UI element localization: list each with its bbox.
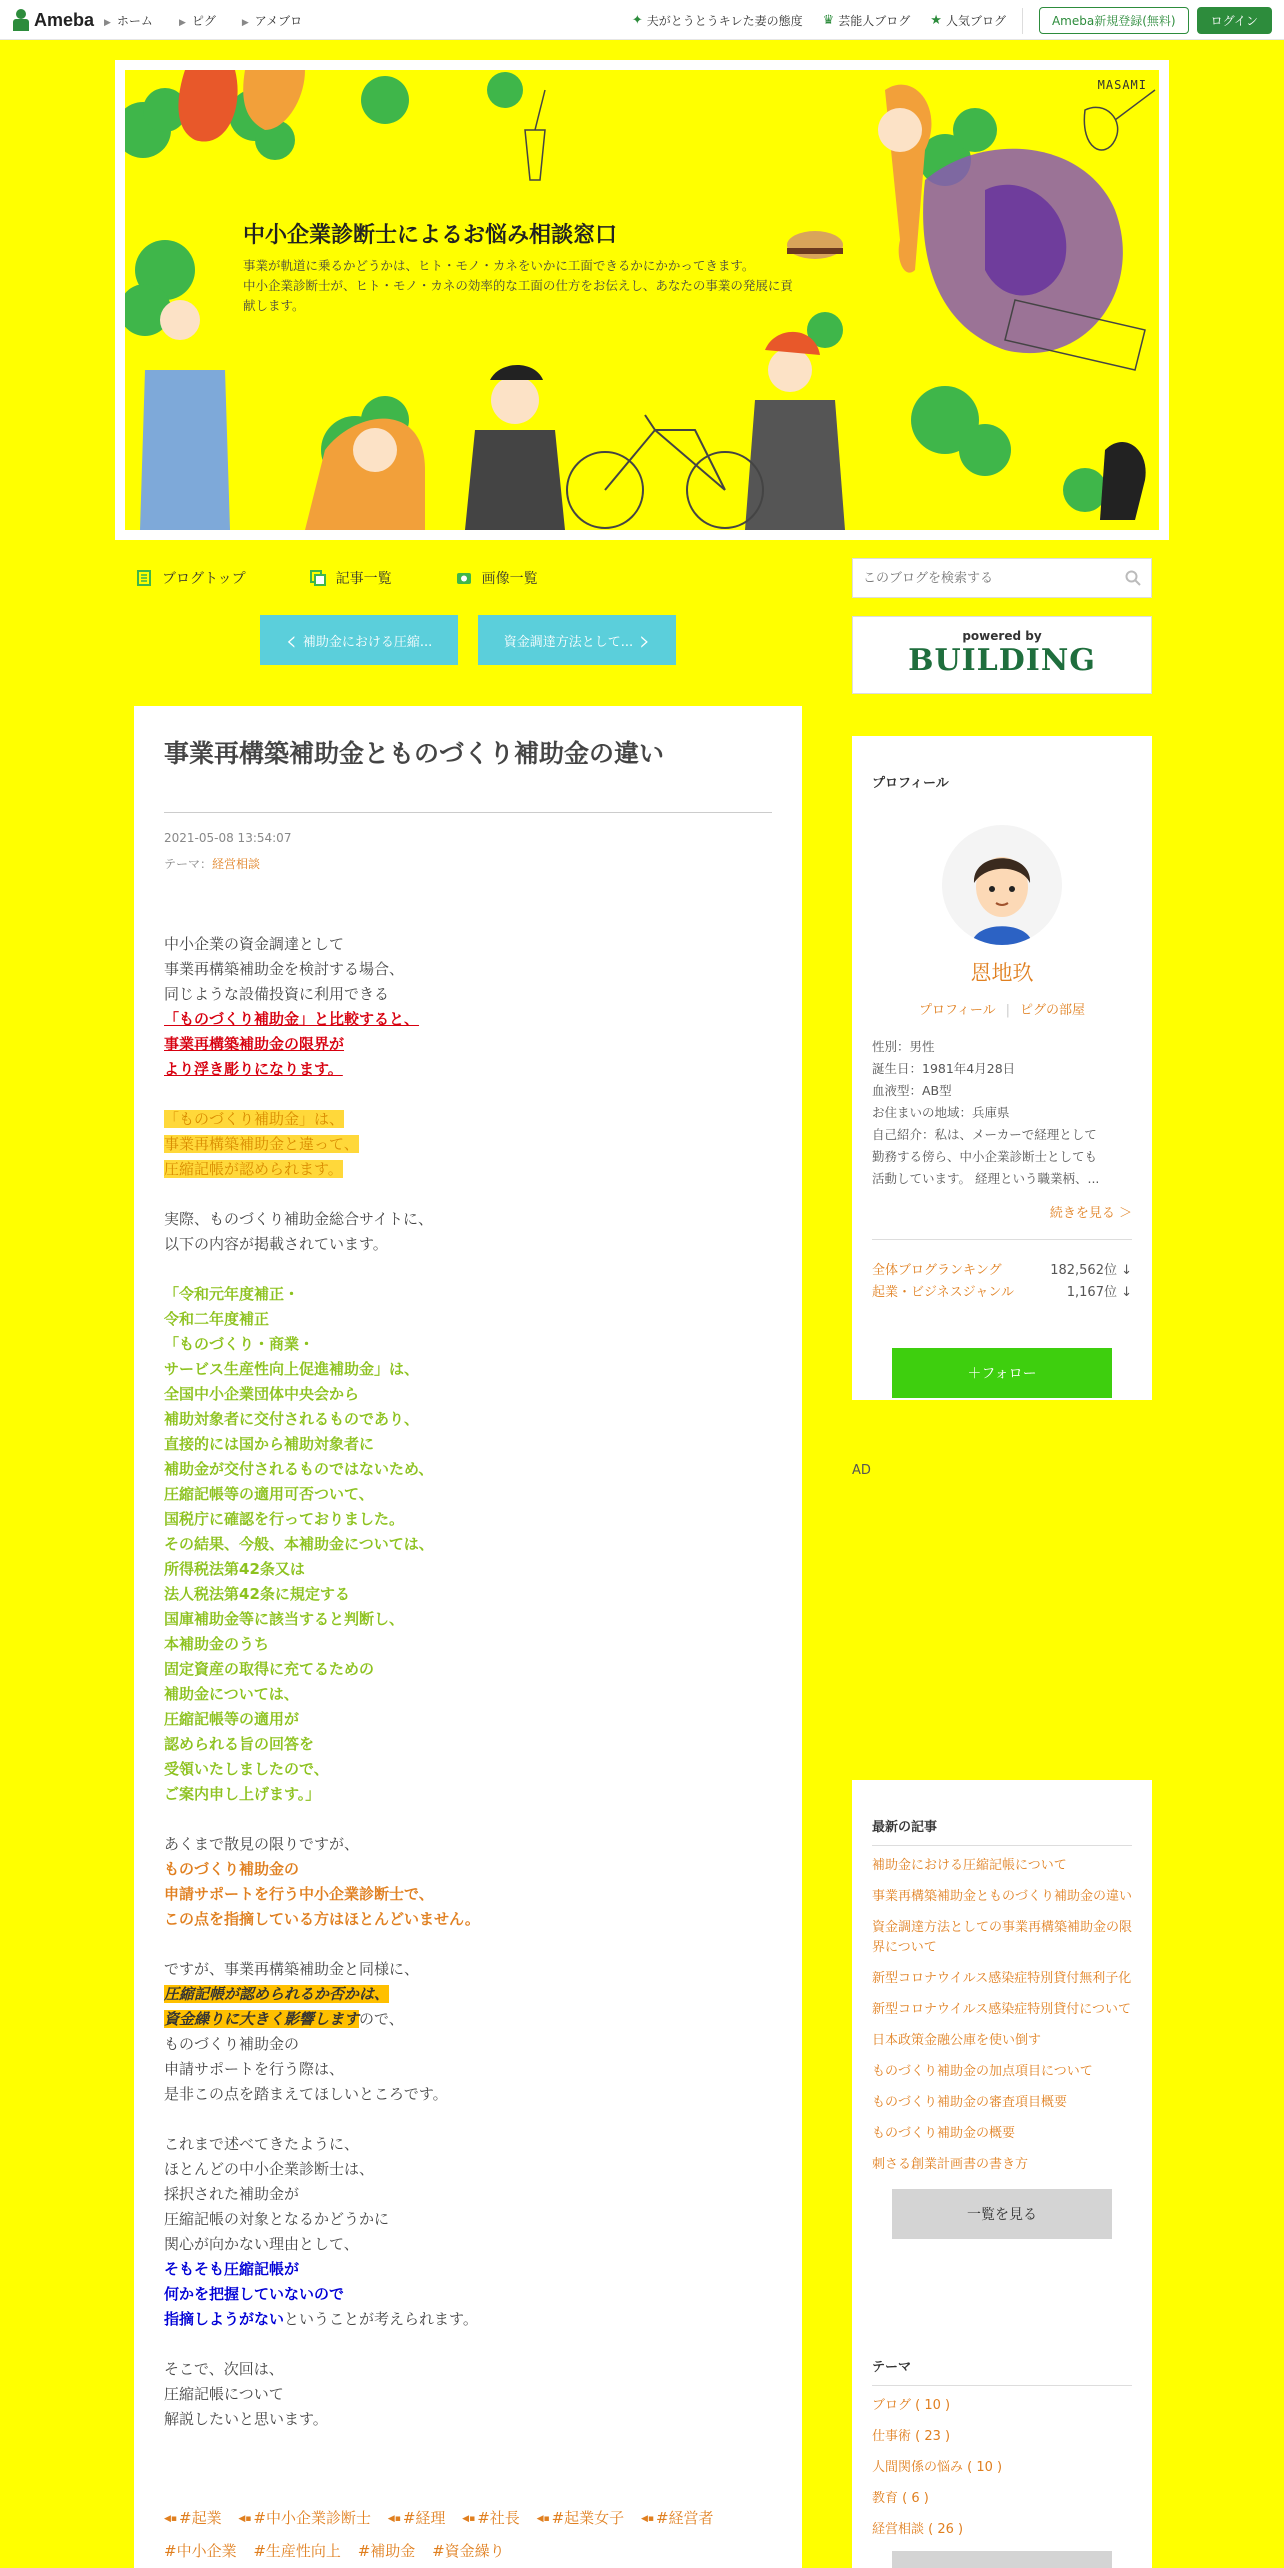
divider (872, 1239, 1132, 1240)
hashtag[interactable]: ◀▪ #中小企業診断士 (238, 2509, 371, 2527)
blog-description-line: 中小企業診断士が、ヒト・モノ・カネの効率的な工面の仕方をお伝えし、あなたの事業の発展に貢献します。 (243, 278, 793, 313)
article-theme (164, 855, 772, 872)
theme-list (872, 2396, 1132, 2540)
genre-ranking-link[interactable]: 起業・ビジネスジャンル (872, 1285, 1015, 1300)
crown-icon: ♛ (822, 13, 835, 28)
body-line-quote: 認められる旨の回答を (164, 1735, 315, 1753)
ameba-logo-text: Ameba (34, 9, 95, 30)
profile-info-line: 自己紹介：私は、メーカーで経理として (872, 1127, 1097, 1142)
body-line-quote: 補助金が交付されるものではないため、 (164, 1460, 434, 1478)
theme-heading: テーマ (872, 2356, 1132, 2386)
divider (1022, 8, 1023, 34)
blog-top-label: ブログトップ (162, 571, 246, 587)
avatar[interactable] (942, 825, 1062, 945)
recent-articles-widget (852, 1780, 1152, 2320)
profile-info-line: お住まいの地域：兵庫県 (872, 1105, 1010, 1120)
pigg-room-link[interactable]: ピグの部屋 (1020, 1003, 1086, 1018)
celebrity-blog-label: 芸能人ブログ (838, 14, 911, 28)
theme-widget (852, 2320, 1152, 2568)
hashtag[interactable]: ◀▪ #経営者 (641, 2509, 714, 2527)
body-line-quote: 法人税法第42条に規定する (164, 1585, 350, 1603)
body-line: ですが、事業再構築補助金と同様に、 (164, 1960, 420, 1978)
body-line: あくまで散見の限りですが、 (164, 1835, 360, 1853)
body-line-quote: 本補助金のうち (164, 1635, 270, 1653)
body-line-orange: この点を指摘している方はほとんどいません。 (164, 1910, 480, 1928)
blog-header (115, 60, 1169, 540)
body-line: 事業再構築補助金を検討する場合、 (164, 960, 405, 978)
login-button[interactable]: ログイン (1197, 7, 1272, 34)
copy-icon (310, 570, 326, 586)
body-line-quote: 「ものづくり・商業・ (164, 1335, 315, 1353)
body-line-highlight-bold: 圧縮記帳が認められるか否かは、 (164, 1985, 390, 2003)
profile-info-line: 勤務する傍ら、中小企業診断士としても (872, 1149, 1098, 1164)
body-line-quote: ご案内申し上げます。」 (164, 1785, 321, 1803)
hashtag[interactable]: #資金繰り (432, 2542, 505, 2560)
sparkle-icon: ✦ (631, 13, 643, 28)
recent-article-link[interactable]: 新型コロナウイルス感染症特別貸付無利子化 (872, 1971, 1132, 1986)
body-line-quote: その結果、今般、本補助金については、 (164, 1535, 434, 1553)
body-line-emphasis: より浮き彫りになります。 (164, 1060, 343, 1078)
ameba-logo[interactable] (12, 8, 94, 32)
profile-info-line: 活動しています。 経理という職業柄、... (872, 1171, 1100, 1186)
arrow-right-icon: ▶ (241, 18, 249, 28)
theme-link[interactable]: 経営相談 ( 26 ) (872, 2522, 964, 2537)
profile-info-line: 性別：男性 (872, 1039, 935, 1054)
body-line: 申請サポートを行う際は、 (164, 2060, 345, 2078)
theme-link[interactable]: 教育 ( 6 ) (872, 2491, 929, 2506)
body-line: 解説したいと思います。 (164, 2410, 328, 2428)
hashtag[interactable]: ◀▪ #起業 (164, 2509, 222, 2527)
body-line-quote: 補助金については、 (164, 1685, 299, 1703)
signup-button[interactable]: Ameba新規登録(無料) (1039, 7, 1189, 34)
ranking (872, 1260, 1132, 1304)
body-line-tail: ということが考えられます。 (284, 2310, 478, 2328)
recent-article-link[interactable]: 日本政策金融公庫を使い倒す (872, 2033, 1042, 2048)
recent-article-link[interactable]: 新型コロナウイルス感染症特別貸付について (872, 2002, 1131, 2017)
recent-article-link[interactable]: 刺さる創業計画書の書き方 (872, 2157, 1029, 2172)
body-line-blue: 何かを把握していないので (164, 2285, 345, 2303)
blog-search (852, 558, 1152, 598)
prev-article-label: 補助金における圧縮... (302, 634, 433, 650)
global-links (632, 7, 1272, 34)
blog-nav (136, 568, 538, 588)
body-line-quote: 固定資産の取得に充てるための (164, 1660, 375, 1678)
body-line-orange: 申請サポートを行う中小企業診断士で、 (164, 1885, 434, 1903)
arrow-right-icon: ▶ (178, 18, 186, 28)
body-line-highlight: 「ものづくり補助金」は、 (164, 1110, 345, 1128)
camera-icon (456, 570, 472, 586)
blog-description-line: 事業が軌道に乗るかどうかは、ヒト・モノ・カネをいかに工面できるかにかかってきます。 (243, 258, 755, 273)
recent-articles-heading: 最新の記事 (872, 1816, 1132, 1846)
body-line-quote: 補助対象者に交付されるものであり、 (164, 1410, 420, 1428)
genre-ranking-value: 1,167位 ↓ (1066, 1285, 1132, 1300)
body-line-quote: サービス生産性向上促進補助金」は、 (164, 1360, 420, 1378)
nav-ameblo[interactable] (242, 12, 302, 29)
avatar-illustration (942, 825, 1062, 945)
body-line-quote: 「令和元年度補正・ (164, 1285, 300, 1303)
hashtag[interactable]: #生産性向上 (253, 2542, 341, 2560)
body-line: 以下の内容が掲載されています。 (164, 1235, 388, 1253)
body-line-quote: 所得税法第42条又は (164, 1560, 305, 1578)
nav-home-label: ホーム (116, 14, 153, 28)
body-line-quote: 受領いたしましたので、 (164, 1760, 329, 1778)
hashtag[interactable]: ◀▪ #起業女子 (537, 2509, 625, 2527)
body-line-blue: 指摘しようがない (164, 2310, 285, 2328)
body-line-quote: 直接的には国から補助対象者に (164, 1435, 375, 1453)
body-line: 是非この点を踏まえてほしいところです。 (164, 2085, 448, 2103)
hashtag[interactable]: ◀▪ #社長 (462, 2509, 520, 2527)
view-all-themes-button[interactable] (892, 2551, 1112, 2568)
celebrity-blog-link[interactable] (823, 12, 911, 29)
profile-links (872, 999, 1132, 1018)
overall-ranking-link[interactable]: 全体ブログランキング (872, 1263, 1002, 1278)
popular-blog-link[interactable] (930, 12, 1006, 29)
body-line-quote: 圧縮記帳等の適用が (164, 1710, 300, 1728)
body-line-emphasis: 「ものづくり補助金」と比較すると、 (164, 1010, 420, 1028)
profile-link[interactable]: プロフィール (918, 1003, 996, 1018)
theme-link[interactable]: 人間関係の悩み ( 10 ) (872, 2460, 1003, 2475)
hashtag-list (164, 2502, 772, 2568)
chevron-left-icon: ‹ (285, 623, 297, 657)
body-line-highlight: 圧縮記帳が認められます。 (164, 1160, 343, 1178)
body-line-quote: 国税庁に確認を行っておりました。 (164, 1510, 405, 1528)
nav-home[interactable] (104, 12, 153, 29)
recent-articles-list (872, 1856, 1132, 2175)
recent-article-link[interactable]: ものづくり補助金の加点項目について (872, 2064, 1093, 2079)
body-line: ほとんどの中小企業診断士は、 (164, 2160, 375, 2178)
profile-heading: プロフィール (872, 776, 949, 791)
profile-info-line: 誕生日：1981年4月28日 (872, 1061, 1016, 1076)
body-line-quote: 全国中小企業団体中央会から (164, 1385, 360, 1403)
next-article-button[interactable] (478, 615, 676, 665)
read-more-link[interactable]: 続きを見る ＞ (1049, 1206, 1132, 1221)
theme-link[interactable]: 経営相談 (212, 857, 261, 871)
nav-ameblo-label: アメブロ (254, 14, 303, 28)
overall-ranking-value: 182,562位 ↓ (1050, 1263, 1132, 1278)
artist-signature: MASAMI (1097, 78, 1147, 92)
nav-pigg[interactable] (179, 12, 216, 29)
body-line: 中小企業の資金調達として (164, 935, 345, 953)
prev-article-button[interactable] (260, 615, 458, 665)
body-line-blue: そもそも圧縮記帳が (164, 2260, 300, 2278)
article-title[interactable]: 事業再構築補助金とものづくり補助金の違い (164, 739, 665, 768)
profile-info-line: 血液型：AB型 (872, 1083, 952, 1098)
image-list-label: 画像一覧 (481, 571, 538, 587)
body-line-highlight-bold: 資金繰りに大きく影響します (164, 2010, 360, 2028)
body-line: 関心が向かない理由として、 (164, 2235, 359, 2253)
trending-link[interactable] (632, 12, 803, 29)
body-line-tail: ので、 (359, 2010, 404, 2028)
body-line-highlight: 事業再構築補助金と違って、 (164, 1135, 359, 1153)
theme-link[interactable]: ブログ ( 10 ) (872, 2398, 951, 2413)
ameba-logo-icon (12, 9, 30, 31)
article-list-label: 記事一覧 (335, 571, 392, 587)
star-icon: ★ (930, 13, 942, 28)
recent-article-link[interactable]: 事業再構築補助金とものづくり補助金の違い (872, 1889, 1133, 1904)
global-nav (104, 12, 302, 29)
blog-title[interactable]: 中小企業診断士によるお悩み相談窓口 (243, 223, 618, 248)
article (134, 706, 802, 2568)
body-line-orange: ものづくり補助金の (164, 1860, 300, 1878)
building-logo-text: BUILDING (908, 643, 1096, 678)
body-line-emphasis: 事業再構築補助金の限界が (164, 1035, 345, 1053)
profile-name[interactable]: 恩地玖 (970, 961, 1034, 985)
blog-search-input[interactable] (863, 571, 1125, 586)
nav-pigg-label: ピグ (191, 14, 216, 28)
separator: | (1005, 1003, 1011, 1018)
ad-label: AD (852, 1463, 871, 1478)
body-line-quote: 国庫補助金等に該当すると判断し、 (164, 1610, 405, 1628)
powered-by-label: powered by (962, 629, 1042, 643)
global-header (0, 0, 1284, 40)
article-date: 2021-05-08 13:54:07 (164, 831, 292, 845)
body-line: そこで、次回は、 (164, 2360, 284, 2378)
divider (164, 812, 772, 813)
body-line: これまで述べてきたように、 (164, 2135, 360, 2153)
document-icon (136, 570, 152, 586)
recent-article-link[interactable]: ものづくり補助金の概要 (872, 2126, 1016, 2141)
body-line-quote: 圧縮記帳等の適用可否ついて、 (164, 1485, 374, 1503)
theme-label: テーマ： (164, 857, 213, 871)
popular-blog-label: 人気ブログ (945, 14, 1006, 28)
profile-info (872, 1036, 1132, 1190)
view-all-articles-button[interactable]: 一覧を見る (892, 2189, 1112, 2239)
body-line: 同じような設備投資に利用できる (164, 985, 390, 1003)
body-line: 圧縮記帳の対象となるかどうかに (164, 2210, 390, 2228)
profile-widget (852, 736, 1152, 1400)
body-line: 採択された補助金が (164, 2185, 300, 2203)
trending-label: 夫がとうとうキレた妻の態度 (646, 14, 803, 28)
follow-button[interactable]: ＋フォロー (892, 1348, 1112, 1398)
hashtag[interactable]: #補助金 (357, 2542, 416, 2560)
hashtag[interactable]: ◀▪ #経理 (388, 2509, 446, 2527)
image-list-link[interactable] (456, 568, 538, 588)
recent-article-link[interactable]: 補助金における圧縮記帳について (872, 1858, 1067, 1873)
next-article-label: 資金調達方法として... (503, 634, 634, 650)
article-list-link[interactable] (310, 568, 392, 588)
body-line: 実際、ものづくり補助金総合サイトに、 (164, 1210, 433, 1228)
recent-article-link[interactable]: ものづくり補助金の審査項目概要 (872, 2095, 1068, 2110)
header-illustration[interactable] (125, 70, 1159, 530)
blog-top-link[interactable] (136, 568, 246, 588)
search-icon[interactable] (1125, 570, 1141, 586)
powered-by-building-banner[interactable] (852, 616, 1152, 694)
chevron-right-icon: › (639, 623, 651, 657)
arrow-right-icon: ▶ (104, 18, 111, 28)
recent-article-link[interactable]: 資金調達方法としての事業再構築補助金の限界について (872, 1920, 1133, 1955)
body-line: 圧縮記帳について (164, 2385, 284, 2403)
article-body (164, 932, 772, 2432)
hashtag[interactable]: #中小企業 (164, 2542, 237, 2560)
body-line-quote: 令和二年度補正 (164, 1310, 270, 1328)
body-line: ものづくり補助金の (164, 2035, 300, 2053)
blog-description (243, 256, 803, 316)
theme-link[interactable]: 仕事術 ( 23 ) (872, 2429, 951, 2444)
